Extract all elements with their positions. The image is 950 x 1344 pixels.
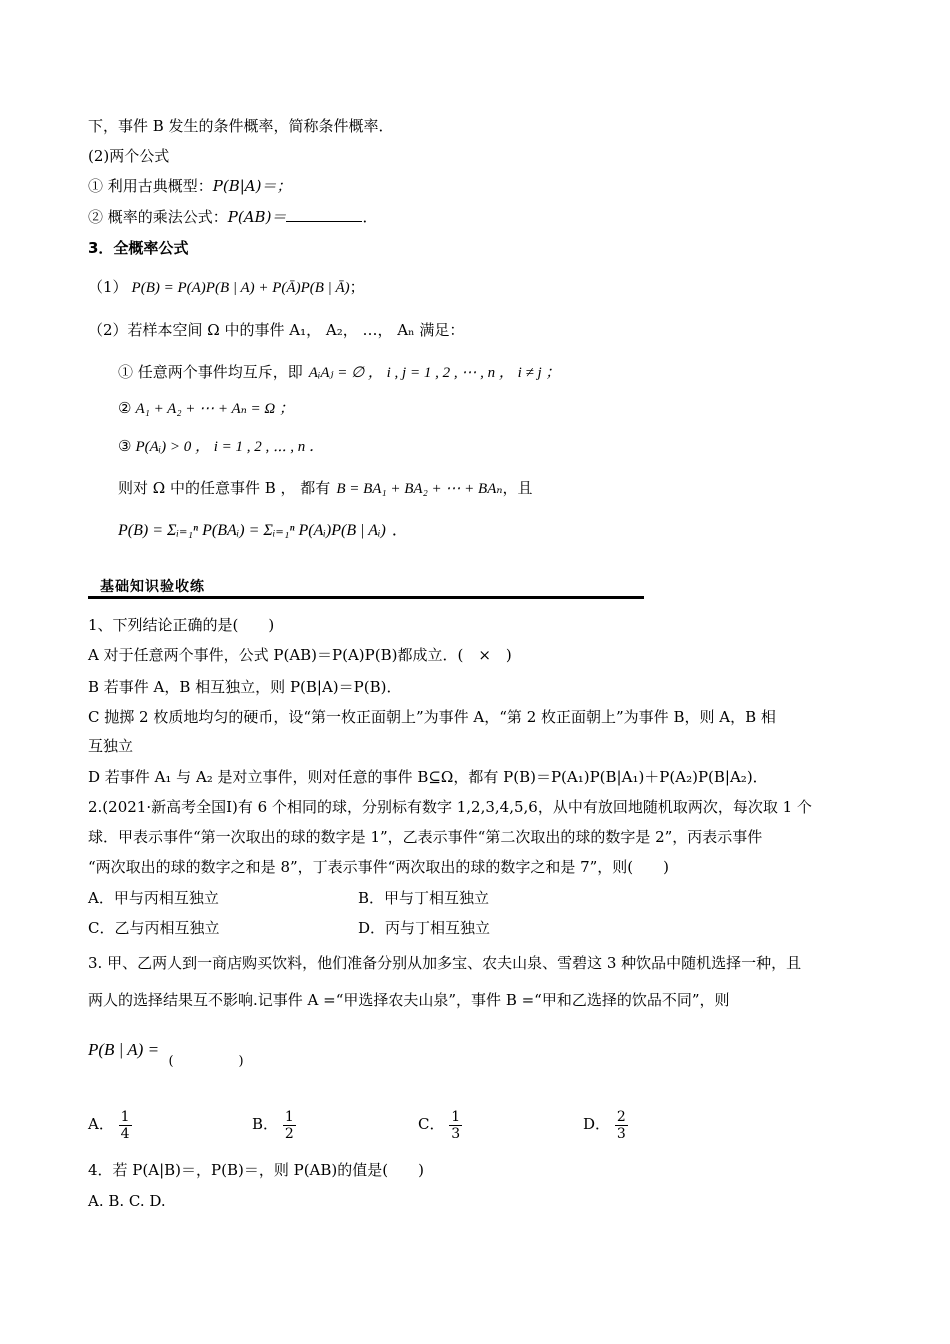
q3-option-c-label: C． bbox=[418, 1115, 445, 1133]
q3-formula: P(B | A) = bbox=[88, 1040, 160, 1059]
intro-line-3-prefix: ① 利用古典概型： bbox=[88, 177, 213, 195]
intro-line-3 bbox=[88, 176, 292, 196]
q3-option-b bbox=[252, 1104, 296, 1144]
q3-option-b-fraction bbox=[283, 1109, 296, 1142]
q3-option-c-fraction bbox=[449, 1109, 462, 1142]
condition-2-formula: A₁ + A₂ + ⋯ + Aₙ = Ω ； bbox=[135, 401, 294, 417]
q4-options: A. B. C. D. bbox=[88, 1192, 166, 1210]
fill-in-blank bbox=[286, 207, 362, 222]
then-text: 则对 Ω 中的任意事件 B ， 都有 bbox=[118, 479, 331, 497]
q1-stem: 1、下列结论正确的是( ) bbox=[88, 616, 275, 634]
section-3-item-1 bbox=[88, 277, 365, 298]
item-1-end: ； bbox=[349, 278, 365, 296]
then-formula: B = BA₁ + BA₂ + ⋯ + BAₙ bbox=[336, 481, 503, 497]
total-formula-end: ． bbox=[391, 520, 408, 539]
q1-option-d: D 若事件 A₁ 与 A₂ 是对立事件，则对任意的事件 B⊆Ω，都有 P(B)＝P(A₁)P(B|A₁)＋P(A₂)P(B|A₂)． bbox=[88, 768, 768, 786]
q3-option-d-label: D． bbox=[583, 1115, 611, 1133]
condition-1-formula: AᵢAⱼ = ∅ ， i , j = 1 , 2 , ⋯ , n ， i ≠ j ； bbox=[308, 365, 561, 381]
total-probability-simple-formula: P(B) = P(A)P(B | A) + P(Ā)P(B | Ā) bbox=[131, 280, 350, 296]
item-1-label: （1） bbox=[88, 278, 128, 296]
q3-option-c-numerator: 1 bbox=[451, 1108, 461, 1125]
section-3-item-2: （2）若样本空间 Ω 中的事件 A₁， A₂， …， Aₙ 满足： bbox=[88, 321, 465, 339]
intro-line-1: 下，事件 B 发生的条件概率，简称条件概率． bbox=[88, 117, 394, 135]
section-banner bbox=[88, 574, 644, 600]
q3-option-a-label: A． bbox=[88, 1115, 114, 1133]
q3-option-d-denominator: 3 bbox=[616, 1125, 626, 1142]
q3-option-d-fraction bbox=[615, 1109, 628, 1142]
condition-3-formula: P(Aᵢ) > 0 ， i = 1 , 2 , ⋯ , n ． bbox=[135, 439, 325, 455]
condition-1 bbox=[118, 362, 560, 383]
q3-option-a-numerator: 1 bbox=[120, 1108, 130, 1125]
then-end: ，且 bbox=[502, 479, 533, 497]
intro-line-2: (2)两个公式 bbox=[88, 147, 170, 165]
condition-2 bbox=[118, 398, 294, 419]
q3-option-d bbox=[583, 1104, 628, 1144]
q4-stem: 4．若 P(A|B)＝，P(B)＝，则 P(AB)的值是( ) bbox=[88, 1161, 424, 1179]
condition-1-text: ① 任意两个事件均互斥，即 bbox=[118, 363, 303, 381]
q2-line-3: “两次取出的球的数字之和是 8”，丁表示事件“两次取出的球的数字之和是 7”，则( ) bbox=[88, 858, 670, 876]
q1-option-c-line1: C 抛掷 2 枚质地均匀的硬币，设“第一枚正面朝上”为事件 A，“第 2 枚正面朝上”为事件 B，则 A，B 相 bbox=[88, 708, 776, 726]
intro-line-4-prefix: ② 概率的乘法公式： bbox=[88, 208, 228, 226]
q3-option-b-label: B． bbox=[252, 1115, 279, 1133]
section-3-heading: 3．全概率公式 bbox=[88, 239, 189, 257]
q2-line-1: 2.(2021·新高考全国Ⅰ)有 6 个相同的球，分别标有数字 1,2,3,4,5,6，从中有放回地随机取两次，每次取 1 个 bbox=[88, 798, 812, 816]
q3-line-1: 3. 甲、乙两人到一商店购买饮料，他们准备分别从加多宝、农夫山泉、雪碧这 3 种饮品中随机选择一种，且 bbox=[88, 954, 802, 972]
then-statement bbox=[118, 478, 532, 499]
q3-option-c-denominator: 3 bbox=[451, 1125, 461, 1142]
total-probability-formula-line bbox=[118, 520, 408, 541]
q3-option-a bbox=[88, 1104, 132, 1144]
condition-3 bbox=[118, 436, 324, 457]
multiplication-formula: P(AB)＝ bbox=[227, 208, 287, 226]
section-banner-rule bbox=[88, 596, 644, 599]
q3-option-a-denominator: 4 bbox=[120, 1125, 130, 1142]
q3-line-3 bbox=[88, 1040, 244, 1069]
q2-line-2: 球．甲表示事件“第一次取出的球的数字是 1”，乙表示事件“第二次取出的球的数字是 2”，丙表示事件 bbox=[88, 828, 763, 846]
q3-answer-paren: ( ) bbox=[168, 1054, 244, 1069]
q2-option-c: C．乙与丙相互独立 bbox=[88, 919, 220, 937]
q2-option-d: D．丙与丁相互独立 bbox=[358, 919, 491, 937]
intro-line-4 bbox=[88, 207, 377, 227]
total-probability-formula: P(B) = Σᵢ₌₁ⁿ P(BAᵢ) = Σᵢ₌₁ⁿ P(Aᵢ)P(B | Aᵢ) bbox=[118, 522, 386, 539]
intro-line-4-suffix: ． bbox=[362, 208, 378, 226]
section-banner-label: 基础知识验收练 bbox=[100, 579, 205, 595]
q3-option-a-fraction bbox=[119, 1109, 132, 1142]
q3-line-2: 两人的选择结果互不影响.记事件 A =“甲选择农夫山泉”，事件 B =“甲和乙选择的饮品不同”，则 bbox=[88, 991, 730, 1009]
q3-option-b-denominator: 2 bbox=[284, 1125, 294, 1142]
q3-option-b-numerator: 1 bbox=[284, 1108, 294, 1125]
q3-option-c bbox=[418, 1104, 462, 1144]
q2-option-a: A．甲与丙相互独立 bbox=[88, 889, 219, 907]
q1-option-b: B 若事件 A，B 相互独立，则 P(B|A)＝P(B)． bbox=[88, 678, 402, 696]
condition-2-label: ② bbox=[118, 399, 132, 417]
q1-option-a: A 对于任意两个事件，公式 P(AB)＝P(A)P(B)都成立．( × ) bbox=[88, 646, 512, 664]
q3-option-d-numerator: 2 bbox=[616, 1108, 626, 1125]
q1-option-c-line2: 互独立 bbox=[88, 737, 134, 755]
conditional-probability-formula: P(B|A)＝； bbox=[212, 177, 292, 195]
condition-3-label: ③ bbox=[118, 437, 132, 455]
q2-option-b: B．甲与丁相互独立 bbox=[358, 889, 490, 907]
